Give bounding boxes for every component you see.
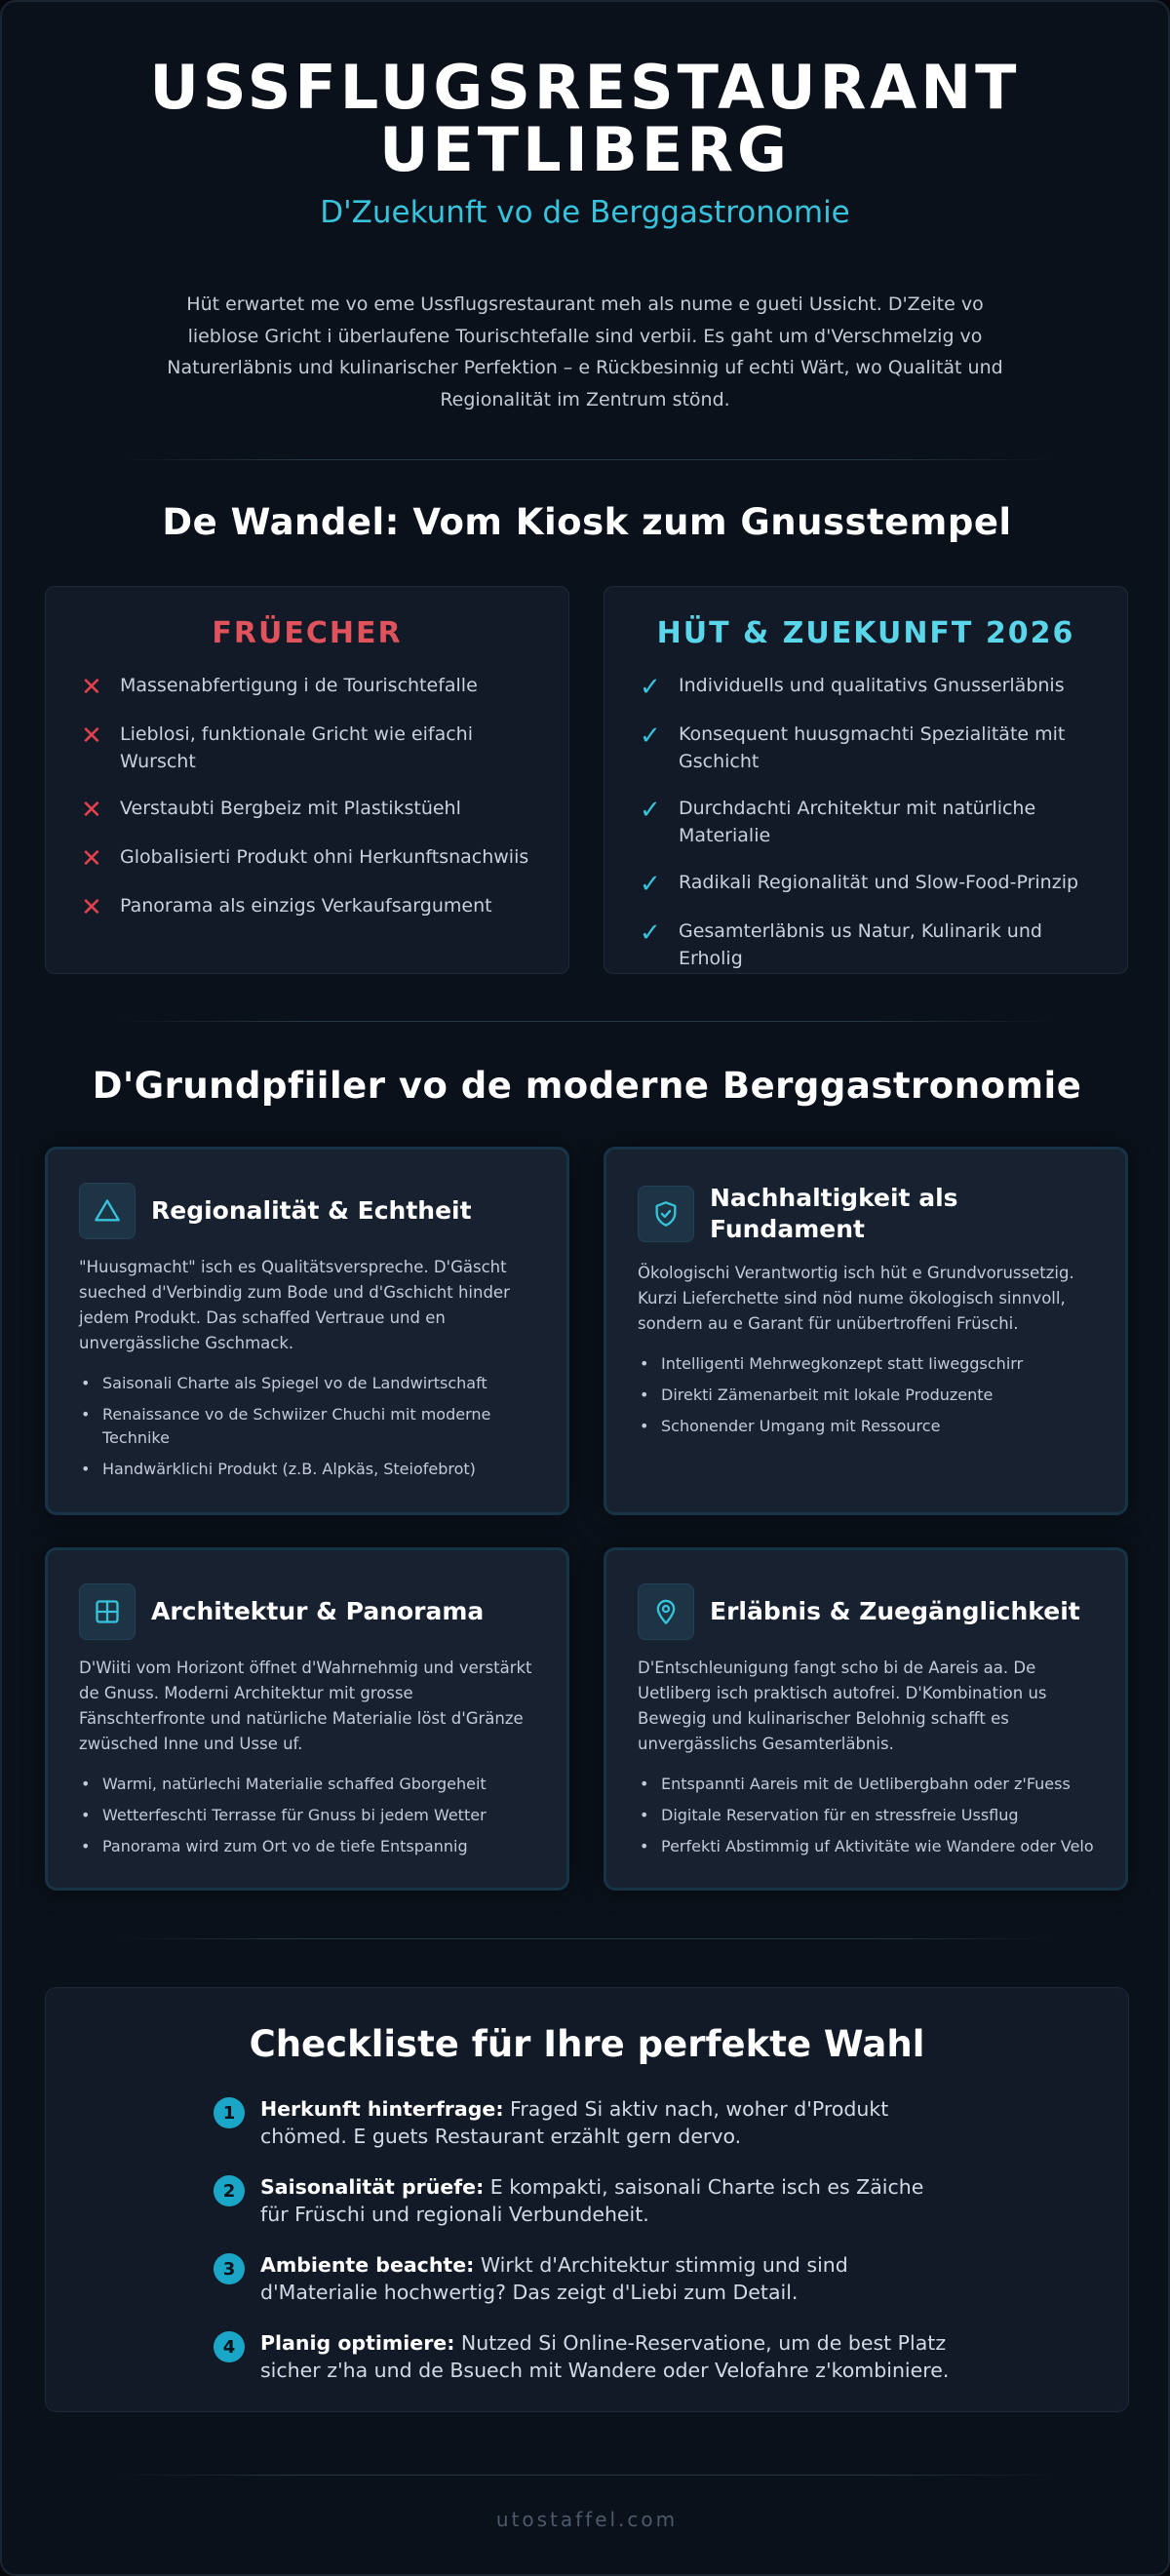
list-item: • Perfekti Abstimmig uf Aktivitäte wie Wandere oder Velo (638, 1835, 1094, 1858)
pillar-card-regionalitaet (45, 1147, 569, 1515)
future-heading: HÜT & ZUEKUNFT 2026 (656, 616, 1075, 650)
checklist-text (260, 2095, 955, 2150)
list-item: • Wetterfeschti Terrasse für Gnuss bi jedem Wetter (79, 1804, 535, 1827)
past-heading: FRÜECHER (212, 616, 403, 650)
list-item (81, 672, 533, 701)
map-pin-icon (638, 1583, 694, 1640)
list-item (640, 795, 1092, 849)
pillar-title: Erläbnis & Zuegänglichkeit (710, 1597, 1080, 1625)
checklist-label: Ambiente beachte: (260, 2253, 475, 2277)
checklist-item (214, 2251, 955, 2306)
divider (119, 1938, 1055, 1939)
list-item: • Entspannti Aareis mit de Uetlibergbahn oder z'Fuess (638, 1773, 1094, 1796)
pillar-head (79, 1183, 535, 1239)
list-item (640, 917, 1092, 972)
check-icon: ✓ (640, 918, 661, 948)
checklist-desc: Nutzed Si Online-Reservatione, um de best Platz sicher z'ha und de Bsuech mit Wandere oder Velofahre z'kombiniere. (260, 2331, 950, 2382)
checklist-item (214, 2095, 955, 2150)
step-number-badge: 3 (214, 2253, 245, 2284)
past-box (45, 586, 569, 974)
pillar-card-nachhaltigkeit (604, 1147, 1128, 1515)
list-item (640, 672, 1092, 701)
list-item: • Warmi, natürlechi Materialie schaffed Gborgeheit (79, 1773, 535, 1796)
header (2, 2, 1168, 415)
list-item-text: Gesamterläbnis us Natur, Kulinarik und Erholig (679, 920, 1042, 969)
pillar-head (638, 1183, 1094, 1245)
checklist (214, 2095, 955, 2407)
pillar-title: Regionalität & Echtheit (151, 1196, 472, 1225)
list-item-text: Lieblosi, funktionale Gricht wie eifachi Wurscht (120, 723, 474, 772)
checklist-text (260, 2329, 955, 2384)
pillars-title: D'Grundpfiiler vo de moderne Berggastronomie (92, 1065, 1082, 1107)
pillar-desc: D'Entschleunigung fangt scho bi de Aareis aa. De Uetliberg isch praktisch autofrei. D'Kombination us Bewegig und kulinarischer Belohnig schafft es unvergässlichs Gesamterläbnis. (638, 1659, 1047, 1753)
footer-link[interactable]: utostaffel.com (495, 2508, 679, 2531)
pillar-title: Nachhaltigkeit als Fundament (710, 1184, 958, 1243)
divider (119, 459, 1055, 460)
list-item-text: Konsequent huusgmachti Spezialitäte mit Gschicht (679, 723, 1066, 772)
list-item: • Intelligenti Mehrwegkonzept statt Iiweggschirr (638, 1352, 1094, 1376)
list-item: • Handwärklichi Produkt (z.B. Alpkäs, Steiofebrot) (79, 1458, 535, 1481)
cross-icon: ✕ (81, 893, 102, 922)
list-item-text: Globalisierti Produkt ohni Herkunftsnachwiis (120, 846, 529, 868)
intro-text: Hüt erwartet me vo eme Ussflugsrestaurant meh als nume e gueti Ussicht. D'Zeite vo lieblose Gricht i überlaufene Tourischtefalle sind verbii. Es gaht um d'Verschmelzig vo Naturerläbnis und kulinarischer Perfektion – e Rückbesinnig uf echti Wärt, wo Qualität und Regionalität im Zentrum stönd. (167, 293, 1003, 410)
checklist-item (214, 2173, 955, 2228)
wandel-title: De Wandel: Vom Kiosk zum Gnusstempel (162, 501, 1012, 543)
list-item (640, 869, 1092, 898)
pillar-list (638, 1352, 1094, 1438)
list-item: • Schonender Umgang mit Ressource (638, 1415, 1094, 1438)
future-list (640, 672, 1092, 972)
shield-check-icon (638, 1186, 694, 1242)
pillar-card-erlaebnis (604, 1547, 1128, 1891)
list-item (81, 892, 533, 921)
list-item-text: Radikali Regionalität und Slow-Food-Prinzip (679, 872, 1079, 893)
list-item: • Renaissance vo de Schwiizer Chuchi mit moderne Technike (79, 1403, 535, 1450)
cross-icon: ✕ (81, 722, 102, 751)
layout-grid-icon (79, 1583, 136, 1640)
list-item-text: Panorama als einzigs Verkaufsargument (120, 895, 492, 917)
checklist-desc: Fraged Si aktiv nach, woher d'Produkt chömed. E guets Restaurant erzählt gern dervo. (260, 2097, 889, 2148)
list-item: • Saisonali Charte als Spiegel vo de Landwirtschaft (79, 1372, 535, 1395)
step-number-badge: 1 (214, 2097, 245, 2128)
checklist-box (45, 1987, 1129, 2412)
pillar-head (79, 1583, 535, 1640)
list-item-text: Individuells und qualitativs Gnusserläbnis (679, 675, 1065, 696)
checklist-item (214, 2329, 955, 2384)
triangle-icon (79, 1183, 136, 1239)
pillar-desc: Ökologischi Verantwortig isch hüt e Grundvorussetzig. Kurzi Lieferchette sind nöd nume ökologisch sinnvoll, sondern au e Garant für unübertroffeni Früschi. (638, 1264, 1074, 1333)
list-item: • Panorama wird zum Ort vo de tiefe Entspannig (79, 1835, 535, 1858)
check-icon: ✓ (640, 673, 661, 702)
pillar-desc: D'Wiiti vom Horizont öffnet d'Wahrnehmig und verstärkt de Gnuss. Moderni Architektur mit grosse Fänschterfronte und natürliche Materialie löst d'Gränze zwüsched Inne und Usse uf. (79, 1659, 532, 1753)
checklist-label: Planig optimiere: (260, 2331, 455, 2355)
list-item (81, 795, 533, 824)
page-title: USSFLUGSRESTAURANT UETLIBERG (149, 52, 1021, 185)
pillar-desc: "Huusgmacht" isch es Qualitätsverspreche. D'Gäscht sueched d'Verbindig zum Bode und d'Gschicht hinder jedem Produkt. Das schaffed Vertraue und en unvergässliche Gschmack. (79, 1258, 510, 1352)
list-item-text: Durchdachti Architektur mit natürliche Materialie (679, 798, 1036, 846)
future-box (604, 586, 1128, 974)
past-list (81, 672, 533, 921)
pillar-list (79, 1372, 535, 1481)
checklist-label: Herkunft hinterfrage: (260, 2097, 504, 2121)
cross-icon: ✕ (81, 844, 102, 874)
check-icon: ✓ (640, 796, 661, 825)
pillar-head (638, 1583, 1094, 1640)
pillar-title: Architektur & Panorama (151, 1597, 485, 1625)
list-item (81, 843, 533, 873)
pillar-list (638, 1773, 1094, 1858)
page-subtitle: D'Zuekunft vo de Berggastronomie (320, 195, 850, 230)
checklist-title: Checkliste für Ihre perfekte Wahl (249, 2023, 925, 2065)
list-item (640, 721, 1092, 775)
checklist-text (260, 2173, 955, 2228)
checklist-label: Saisonalität prüefe: (260, 2175, 485, 2199)
divider (119, 2475, 1055, 2476)
checklist-text (260, 2251, 955, 2306)
divider (119, 1021, 1055, 1022)
step-number-badge: 4 (214, 2331, 245, 2362)
step-number-badge: 2 (214, 2175, 245, 2206)
pillar-card-architektur (45, 1547, 569, 1891)
list-item: • Direkti Zämenarbeit mit lokale Produzente (638, 1384, 1094, 1407)
cross-icon: ✕ (81, 796, 102, 825)
check-icon: ✓ (640, 870, 661, 899)
list-item (81, 721, 533, 775)
checklist-desc: E kompakti, saisonali Charte isch es Zäiche für Früschi und regionali Verbundeheit. (260, 2175, 924, 2226)
list-item-text: Verstaubti Bergbeiz mit Plastikstüehl (120, 798, 461, 819)
check-icon: ✓ (640, 722, 661, 751)
cross-icon: ✕ (81, 673, 102, 702)
pillar-list (79, 1773, 535, 1858)
checklist-desc: Wirkt d'Architektur stimmig und sind d'Materialie hochwertig? Das zeigt d'Liebi zum Detail. (260, 2253, 848, 2304)
list-item-text: Massenabfertigung i de Tourischtefalle (120, 675, 478, 696)
list-item: • Digitale Reservation für en stressfreie Ussflug (638, 1804, 1094, 1827)
